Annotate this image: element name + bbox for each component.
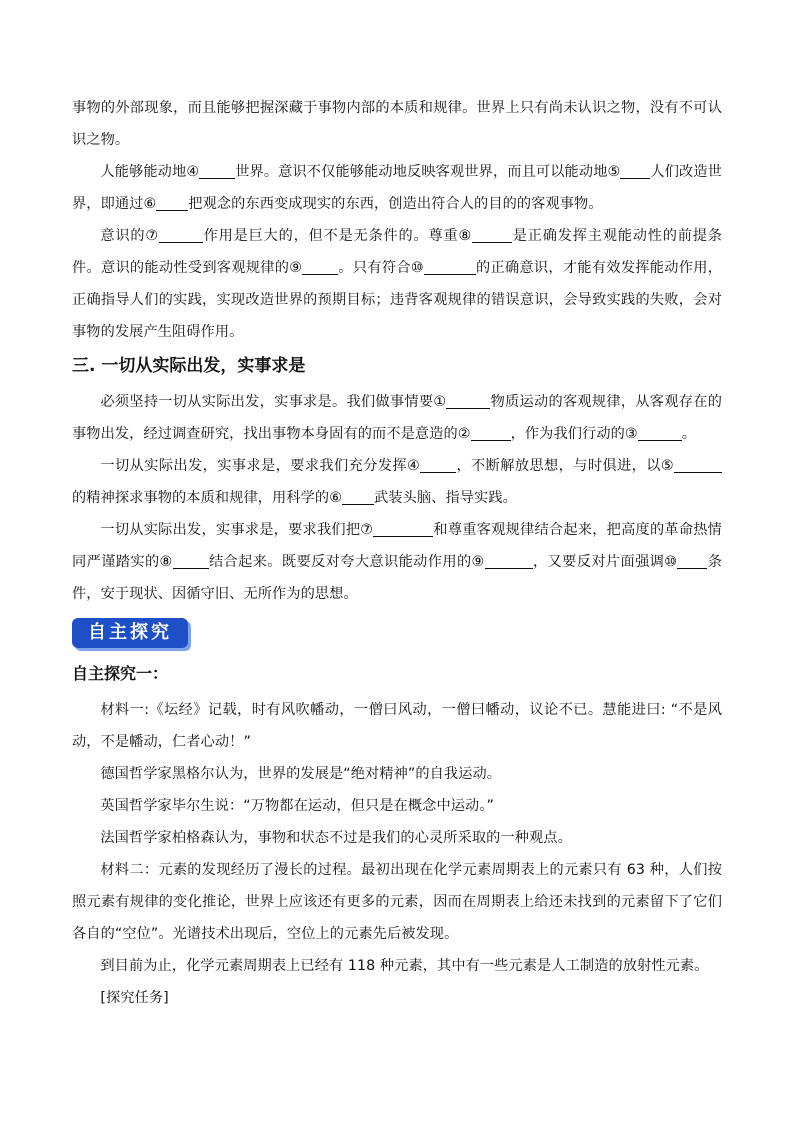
blank-number: ⑥ xyxy=(329,490,343,506)
paragraph-transform-world: 人能够能动地④ 世界。意识不仅能够能动地反映客观世界，而且可以能动地⑤ 人们改造世界，即通过⑥ 把观念的东西变成现实的东西，创造出符合人的目的的客观事物。 xyxy=(72,164,722,212)
fill-blank[interactable] xyxy=(373,521,433,537)
fill-blank[interactable] xyxy=(302,259,338,275)
blank-number: ⑨ xyxy=(471,554,485,570)
blank-number: ⑤ xyxy=(607,164,621,180)
fill-blank[interactable] xyxy=(677,553,707,569)
blank-number: ⑦ xyxy=(145,228,159,244)
fill-blank[interactable] xyxy=(485,553,533,569)
fill-blank[interactable] xyxy=(420,457,456,473)
fill-blank[interactable] xyxy=(173,553,209,569)
fill-blank[interactable] xyxy=(424,259,476,275)
material-pearson: 英国哲学家毕尔生说：“万物都在运动，但只是在概念中运动。” xyxy=(100,798,494,814)
paragraph-objective-law: 必须坚持一切从实际出发，实事求是。我们做事情要① 物质运动的客观规律，从客观存在的事物出发，经过调查研究，找出事物本身固有的而不是意造的② ，作为我们行动的③ 。 xyxy=(72,394,722,442)
fill-blank[interactable] xyxy=(446,393,490,409)
fill-blank[interactable] xyxy=(472,227,512,243)
badge-row xyxy=(72,618,722,652)
fill-blank[interactable] xyxy=(471,425,511,441)
self-inquiry-badge: 自主探究 xyxy=(72,618,188,648)
material-hegel: 德国哲学家黑格尔认为，世界的发展是“绝对精神”的自我运动。 xyxy=(100,766,502,782)
paragraph-initiative: 一切从实际出发，实事求是，要求我们充分发挥④ ，不断解放思想，与时俱进，以⑤的精神探求事物的本质和规律，用科学的⑥ 武装头脑、指导实践。 xyxy=(72,450,722,514)
fill-blank[interactable] xyxy=(638,425,682,441)
blank-number: ⑨ xyxy=(289,260,303,276)
material-elements-count: 到目前为止，化学元素周期表上已经有 118 种元素，其中有一些元素是人工制造的放射性元素。 xyxy=(100,958,709,974)
blank-number: ⑩ xyxy=(664,554,678,570)
blank-number: ⑧ xyxy=(458,228,473,244)
material-bergson: 法国哲学家柏格森认为，事物和状态不过是我们的心灵所采取的一种观点。 xyxy=(100,830,572,846)
section-title: 三. 一切从实际出发，实事求是 xyxy=(72,356,306,376)
blank-number: ⑤ xyxy=(660,458,674,474)
paragraph-conditions: 意识的⑦ 作用是巨大的，但不是无条件的。尊重⑧ 是正确发挥主观能动性的前提条件。意识的能动性受到客观规律的⑨ 。只有符合⑩ 的正确意识，才能有效发挥能动作用，正确指导人们的实践，实现改造世界的预期目标；违背客观规律的错误意识，会导致实践的失败，会对事物的发展产生阻碍作用。 xyxy=(72,228,722,340)
fill-blank[interactable] xyxy=(674,457,722,473)
fill-blank[interactable] xyxy=(156,195,188,211)
blank-number: ③ xyxy=(624,426,638,442)
fill-blank[interactable] xyxy=(342,489,374,505)
blank-number: ⑩ xyxy=(410,260,424,276)
document-page xyxy=(72,92,722,1014)
subsection-title: 自主探究一： xyxy=(72,664,169,683)
inquiry-task-label: [探究任务] xyxy=(100,990,169,1006)
paragraph-cognition: 事物的外部现象，而且能够把握深藏于事物内部的本质和规律。世界上只有尚未认识之物，没有不可认识之物。 xyxy=(72,100,722,148)
blank-number: ② xyxy=(457,426,471,442)
material-one: 材料一:《坛经》记载，时有风吹幡动，一僧曰风动，一僧曰幡动，议论不已。慧能进曰: “不是风动，不是幡动，仁者心动！” xyxy=(72,702,722,750)
blank-number: ① xyxy=(433,394,447,410)
fill-blank[interactable] xyxy=(199,163,235,179)
material-two: 材料二：元素的发现经历了漫长的过程。最初出现在化学元素周期表上的元素只有 63 种，人们按照元素有规律的变化推论，世界上应该还有更多的元素，因而在周期表上给还未找到的元素留下了它们各自的“空位”。光谱技术出现后，空位上的元素先后被发现。 xyxy=(72,862,722,942)
blank-number: ④ xyxy=(186,164,200,180)
blank-number: ④ xyxy=(407,458,421,474)
fill-blank[interactable] xyxy=(620,163,650,179)
fill-blank[interactable] xyxy=(159,227,203,243)
blank-number: ⑧ xyxy=(159,554,173,570)
paragraph-combine: 一切从实际出发，实事求是，要求我们把⑦ 和尊重客观规律结合起来，把高度的革命热情同严谨踏实的⑧ 结合起来。既要反对夸大意识能动作用的⑨ ，又要反对片面强调⑩ 条件，安于现状、因循守旧、无所作为的思想。 xyxy=(72,522,722,602)
blank-number: ⑥ xyxy=(143,196,157,212)
blank-number: ⑦ xyxy=(360,522,374,538)
